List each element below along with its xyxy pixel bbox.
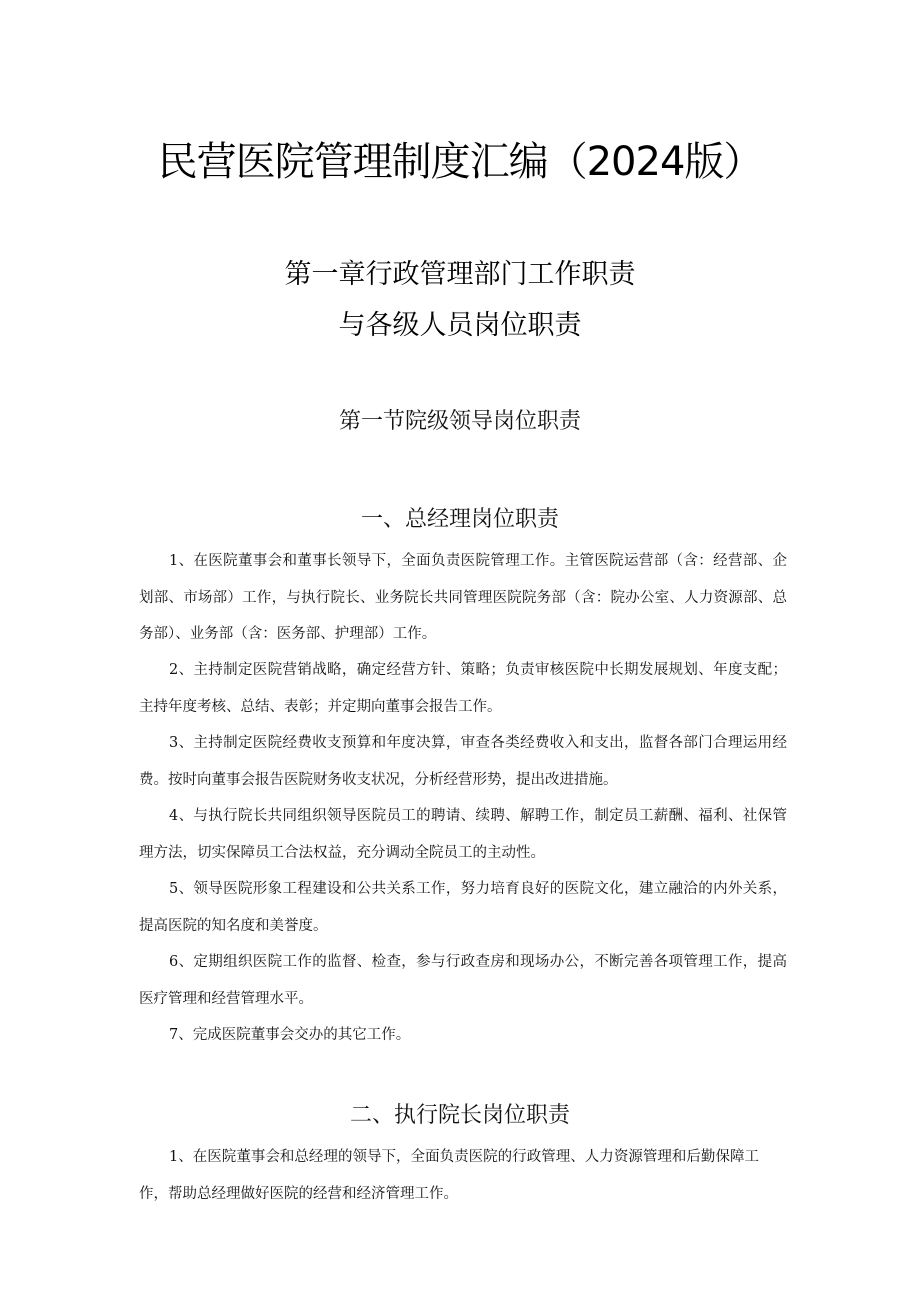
- duty-paragraph: 6、定期组织医院工作的监督、检查，参与行政查房和现场办公，不断完善各项管理工作，提高医疗管理和经营管理水平。: [139, 954, 787, 1007]
- duty-paragraph: 2、主持制定医院营销战略，确定经营方针、策略；负责审核医院中长期发展规划、年度支配；主持年度考核、总结、表彰；并定期向董事会报告工作。: [139, 662, 787, 715]
- duty-paragraph: 1、在医院董事会和总经理的领导下，全面负责医院的行政管理、人力资源管理和后勤保障工作，帮助总经理做好医院的经营和经济管理工作。: [139, 1149, 759, 1202]
- duty-paragraph: 4、与执行院长共同组织领导医院员工的聘请、续聘、解聘工作，制定员工薪酬、福利、社保管理方法，切实保障员工合法权益，充分调动全院员工的主动性。: [139, 808, 787, 861]
- chapter-title-line-2: 与各级人员岗位职责: [338, 310, 582, 341]
- duty-paragraph: 7、完成医院董事会交办的其它工作。: [169, 1027, 411, 1043]
- section-title: 第一节院级领导岗位职责: [338, 409, 581, 434]
- duty-paragraph: 5、领导医院形象工程建设和公共关系工作，努力培育良好的医院文化，建立融洽的内外关系，提高医院的知名度和美誉度。: [139, 881, 787, 934]
- executive-president-duties-heading: 二、执行院长岗位职责: [349, 1103, 570, 1128]
- general-manager-duties-heading: 一、总经理岗位职责: [360, 507, 559, 532]
- duty-paragraph: 3、主持制定医院经费收支预算和年度决算，审查各类经费收入和支出，监督各部门合理运用经费。按时向董事会报告医院财务收支状况，分析经营形势，提出改进措施。: [139, 735, 787, 788]
- document-title: 民营医院管理制度汇编（2024版）: [157, 139, 763, 185]
- duty-paragraph: 1、在医院董事会和董事长领导下，全面负责医院管理工作。主管医院运营部（含：经营部、企划部、市场部）工作，与执行院长、业务院长共同管理医院院务部（含：院办公室、人力资源部、总务部）、业务部（含：医务部、护理部）工作。: [139, 553, 787, 642]
- chapter-title-line-1: 第一章行政管理部门工作职责: [284, 259, 636, 290]
